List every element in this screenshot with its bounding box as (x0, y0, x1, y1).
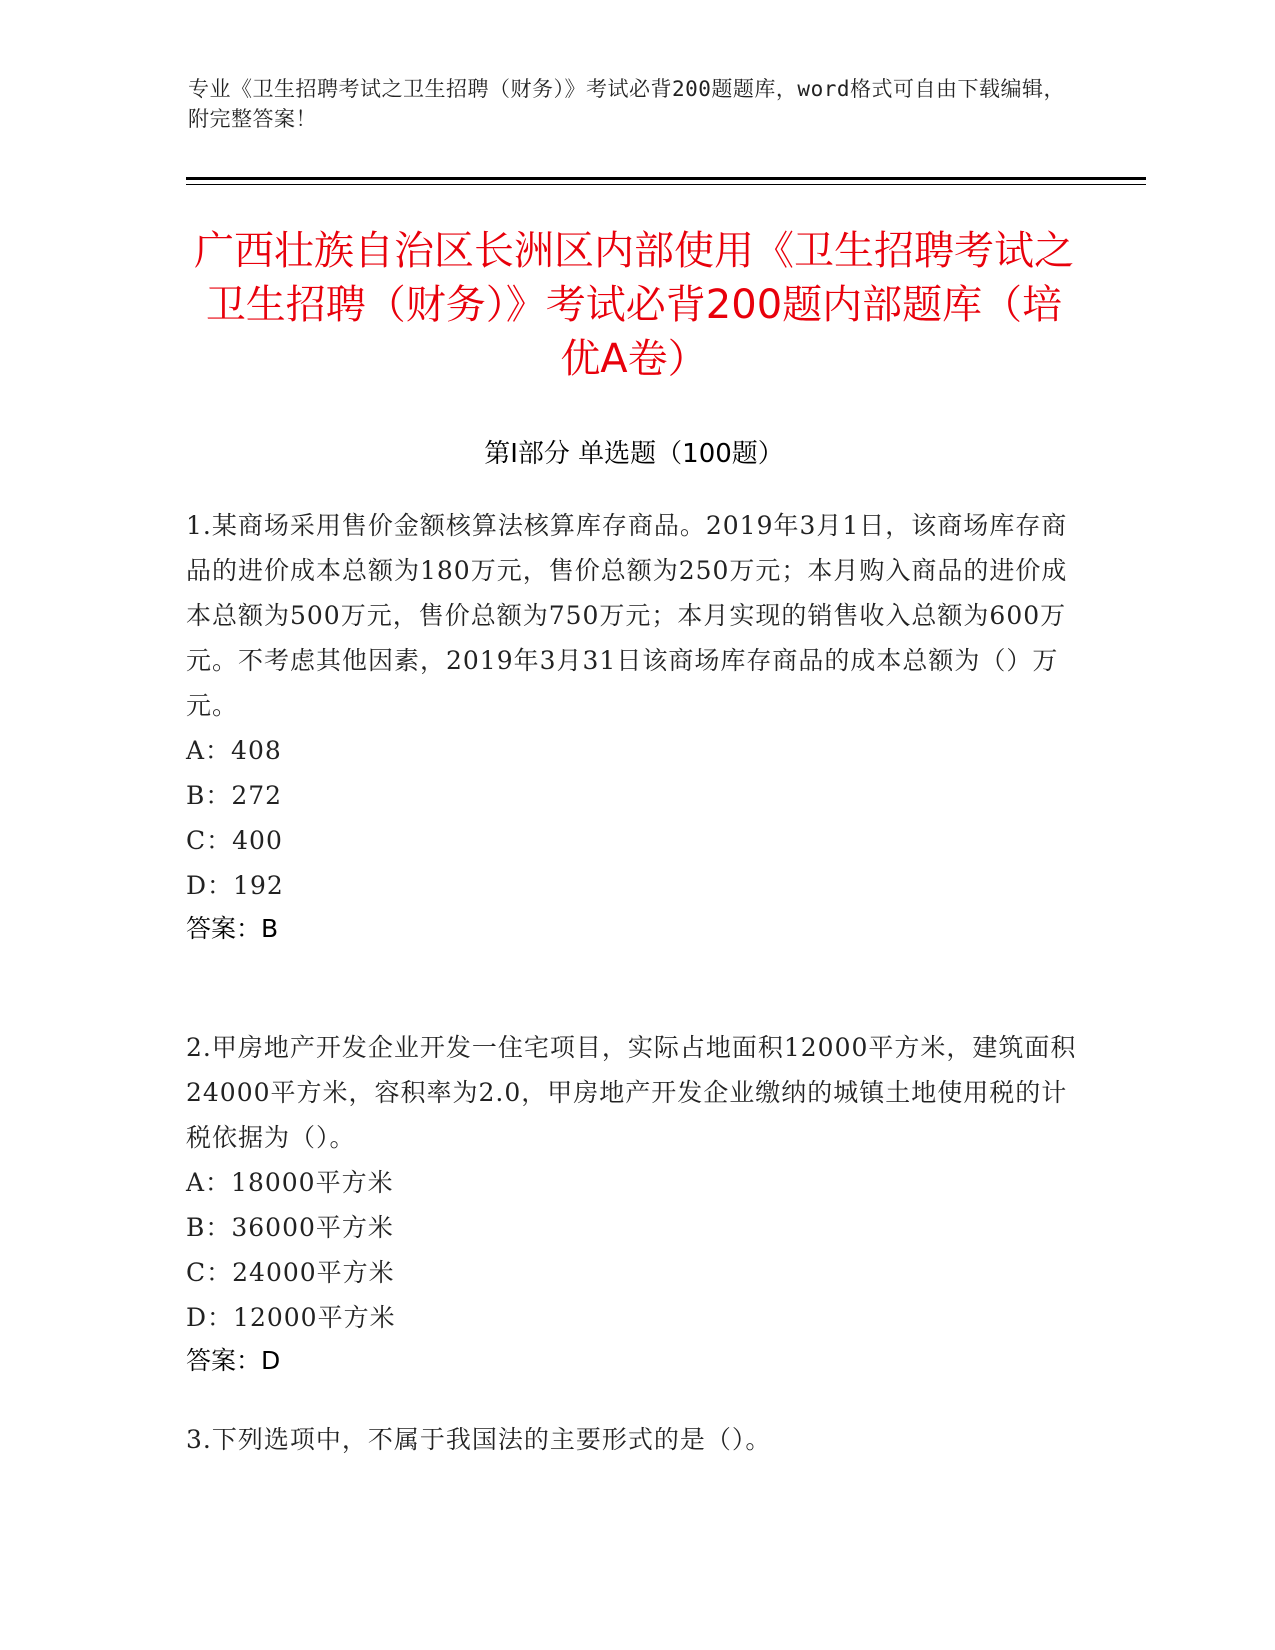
question-stem: 2.甲房地产开发企业开发一住宅项目，实际占地面积12000平方米，建筑面积24000平方米，容积率为2.0，甲房地产开发企业缴纳的城镇土地使用税的计税依据为（）。 (186, 1033, 1077, 1152)
header-rule-thick (186, 177, 1146, 180)
question-1 (186, 503, 1086, 950)
option-a: A：18000平方米 (186, 1168, 394, 1197)
question-stem: 1.某商场采用售价金额核算法核算库存商品。2019年3月1日，该商场库存商品的进价成本总额为180万元，售价总额为250万元；本月购入商品的进价成本总额为500万元，售价总额为750万元；本月实现的销售收入总额为600万元。不考虑其他因素，2019年3月31日该商场库存商品的成本总额为（）万元。 (186, 511, 1068, 720)
question-3 (186, 1417, 1086, 1462)
document-title: 广西壮族自治区长洲区内部使用《卫生招聘考试之卫生招聘（财务）》考试必背200题内部题库（培优A卷） (194, 228, 1074, 382)
option-a: A：408 (186, 736, 282, 765)
question-stem: 3.下列选项中，不属于我国法的主要形式的是（）。 (186, 1425, 772, 1454)
option-c: C：24000平方米 (186, 1258, 395, 1287)
header-rule-thin (186, 184, 1146, 185)
section-title: 第I部分 单选题（100题） (484, 439, 784, 469)
option-d: D：192 (186, 871, 284, 900)
question-2 (186, 1025, 1086, 1382)
header-note: 专业《卫生招聘考试之卫生招聘（财务）》考试必背200题题库，word格式可自由下载编辑，附完整答案！ (188, 77, 1065, 131)
option-d: D：12000平方米 (186, 1303, 396, 1332)
answer: 答案：B (186, 914, 279, 943)
option-b: B：36000平方米 (186, 1213, 394, 1242)
option-b: B：272 (186, 781, 283, 810)
answer: 答案：D (186, 1346, 281, 1375)
option-c: C：400 (186, 826, 283, 855)
